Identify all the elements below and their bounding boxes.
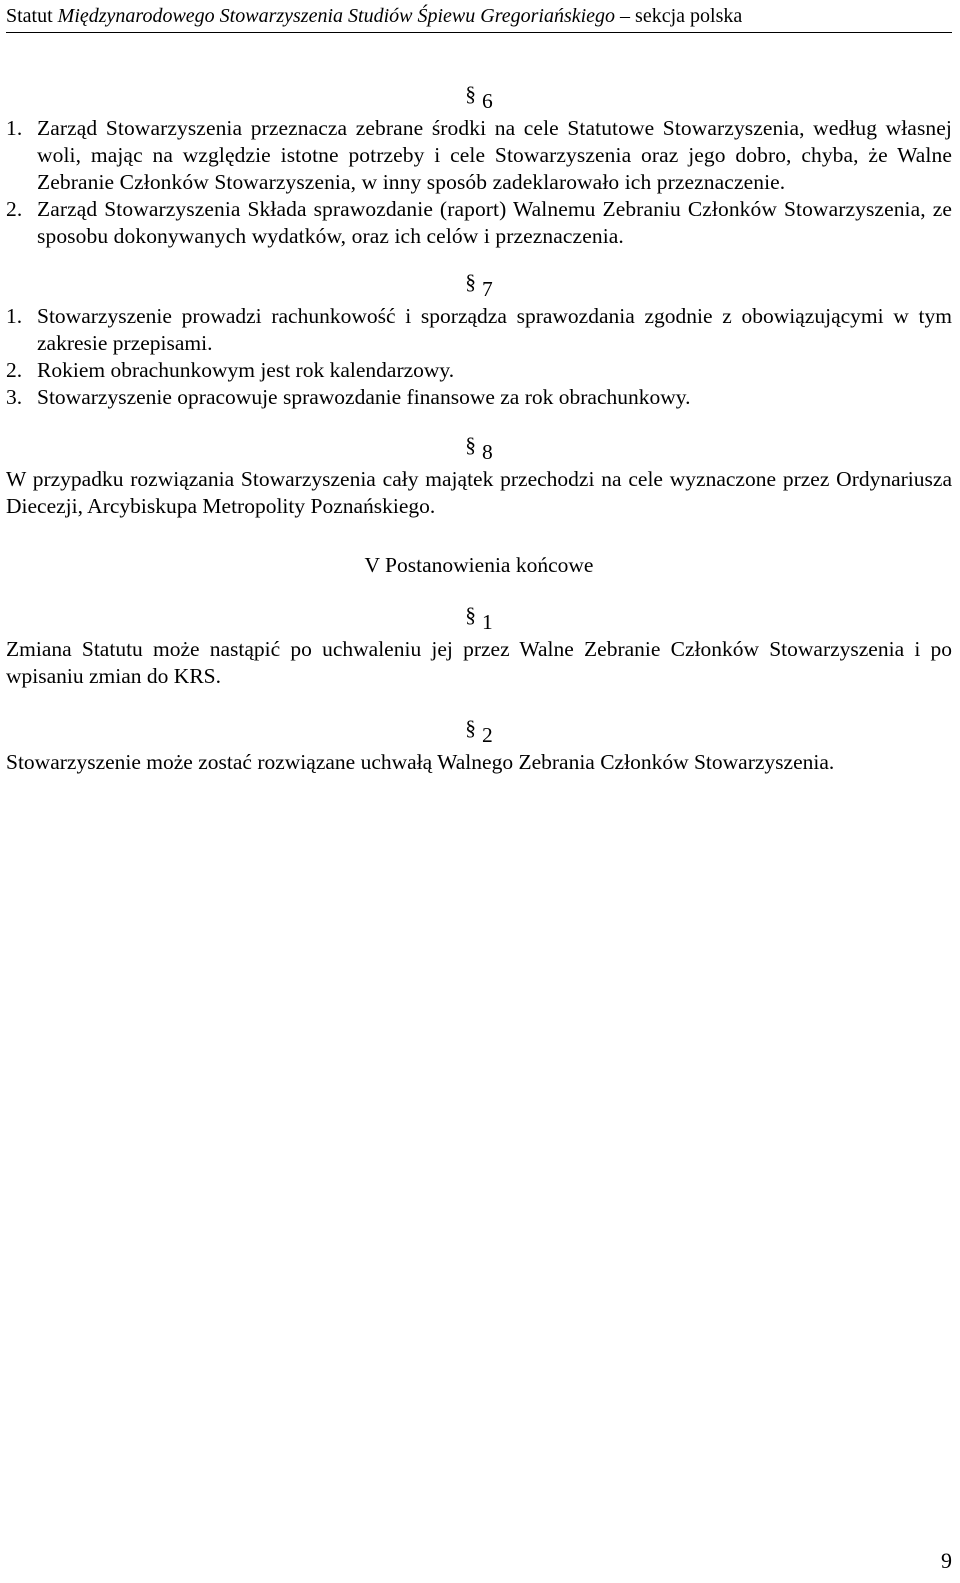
page-number: 9 (941, 1548, 952, 1573)
section-heading-1 (6, 603, 952, 636)
chapter-title: V Postanowienia końcowe (364, 553, 594, 577)
list-item (6, 357, 952, 384)
section-number: 6 (482, 89, 493, 113)
section-symbol: § (465, 603, 476, 627)
item-number: 3. (6, 385, 23, 409)
item-text: Stowarzyszenie prowadzi rachunkowość i sporządza sprawozdania zgodnie z obowiązującymi w tym zakresie przepisami. (37, 304, 952, 355)
section-heading-6 (6, 82, 952, 115)
chapter-section-2-text: Stowarzyszenie może zostać rozwiązane uchwałą Walnego Zebrania Członków Stowarzyszenia. (6, 750, 835, 774)
list-item (6, 303, 952, 357)
section-heading-7 (6, 270, 952, 303)
item-text: Stowarzyszenie opracowuje sprawozdanie finansowe za rok obrachunkowy. (37, 385, 691, 409)
list-item (6, 115, 952, 196)
section-heading-8 (6, 433, 952, 466)
header-prefix: Statut (6, 5, 58, 27)
list-item (6, 384, 952, 411)
item-number: 1. (6, 304, 23, 328)
item-number: 1. (6, 116, 23, 140)
running-header (6, 4, 952, 33)
item-number: 2. (6, 358, 23, 382)
section-number: 8 (482, 440, 493, 464)
item-text: Zarząd Stowarzyszenia Składa sprawozdanie (raport) Walnemu Zebraniu Członków Stowarzyszenia, ze sposobu dokonywanych wydatków, oraz ich celów i przeznaczenia. (37, 197, 952, 248)
item-number: 2. (6, 197, 23, 221)
item-text: Rokiem obrachunkowym jest rok kalendarzowy. (37, 358, 455, 382)
item-text: Zarząd Stowarzyszenia przeznacza zebrane środki na cele Statutowe Stowarzyszenia, według własnej woli, mając na względzie istotne potrzeby i cele Stowarzyszenia oraz jego dobro, chyba, że Walne Zebranie Członków Stowarzyszenia, w inny sposób zadeklarowało ich przeznaczenie. (37, 116, 952, 194)
section-symbol: § (465, 716, 476, 740)
section-heading-2 (6, 716, 952, 749)
section-symbol: § (465, 433, 476, 457)
header-italic-title: Międzynarodowego Stowarzyszenia Studiów Śpiewu Gregoriańskiego (57, 5, 616, 27)
header-suffix: – sekcja polska (615, 5, 743, 27)
section-number: 1 (482, 610, 493, 634)
section-8-text: W przypadku rozwiązania Stowarzyszenia cały majątek przechodzi na cele wyznaczone przez Ordynariusza Diecezji, Arcybiskupa Metropolity Poznańskiego. (6, 467, 952, 518)
list-item (6, 196, 952, 250)
section-number: 2 (482, 723, 493, 747)
document-body (6, 82, 952, 776)
section-symbol: § (465, 82, 476, 106)
section-symbol: § (465, 270, 476, 294)
section-6-list (6, 115, 952, 250)
chapter-section-1-text: Zmiana Statutu może nastąpić po uchwaleniu jej przez Walne Zebranie Członków Stowarzyszenia i po wpisaniu zmian do KRS. (6, 637, 952, 688)
section-number: 7 (482, 277, 493, 301)
section-7-list (6, 303, 952, 411)
